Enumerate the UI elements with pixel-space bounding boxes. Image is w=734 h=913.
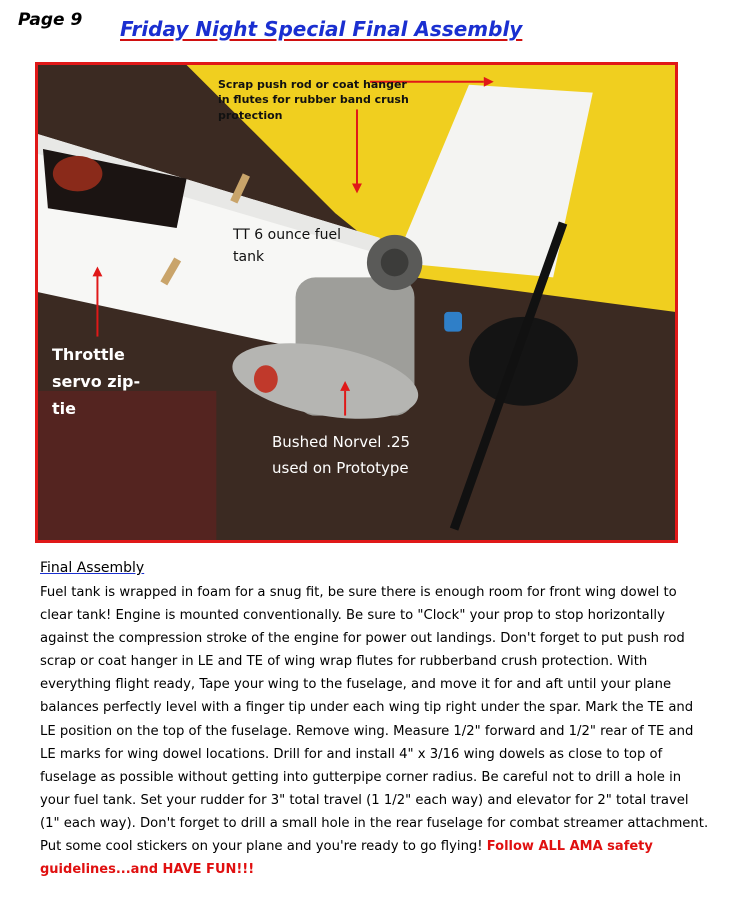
engine-callout: Bushed Norvel .25 used on Prototype — [272, 433, 411, 478]
page-number: Page 9 — [18, 10, 83, 30]
assembly-instructions — [40, 581, 712, 881]
page-title: Friday Night Special Final Assembly — [120, 17, 523, 41]
fuel-tank-callout: TT 6 ounce fuel tank — [233, 227, 342, 265]
safety-note: Follow ALL AMA safety guidelines...and HAVE FUN!!! — [40, 839, 653, 878]
scrap-callout: Scrap push rod or coat hanger in flutes for rubber band crush protection — [218, 78, 409, 122]
throttle-servo-callout: Throttle servo zip-tie — [52, 345, 141, 419]
instructions-text: Fuel tank is wrapped in foam for a snug fit, be sure there is enough room for front wing dowel to clear tank! Engine is mounted conventionally. Be sure to "Clock" your prop to stop horizontally against the compression stroke of the engine for power out landings. Don't forget to put push rod scrap or coat hanger in LE and TE of wing wrap flutes for rubberband crush protection. With everything flight ready, Tape your wing to the fuselage, and move it for and aft until your plane balances perfectly level with a finger tip under each wing tip right under the spar. Mark the TE and LE position on the top of the fuselage. Remove wing. Measure 1/2" forward and 1/2" rear of TE and LE marks for wing dowel locations. Drill for and install 4" x 3/16 wing dowels as close to top of fuselage as possible without getting into gutterpipe corner radius. Be careful not to drill a hole in your fuel tank. Set your rudder for 3" total travel (1 1/2" each way) and elevator for 2" total travel (1" each way). Don't forget to drill a small hole in the rear fuselage for combat streamer attachment. Put some cool stickers on your plane and you're ready to go flying! — [40, 585, 709, 855]
assembly-photo — [35, 62, 678, 543]
section-heading: Final Assembly — [40, 560, 145, 576]
